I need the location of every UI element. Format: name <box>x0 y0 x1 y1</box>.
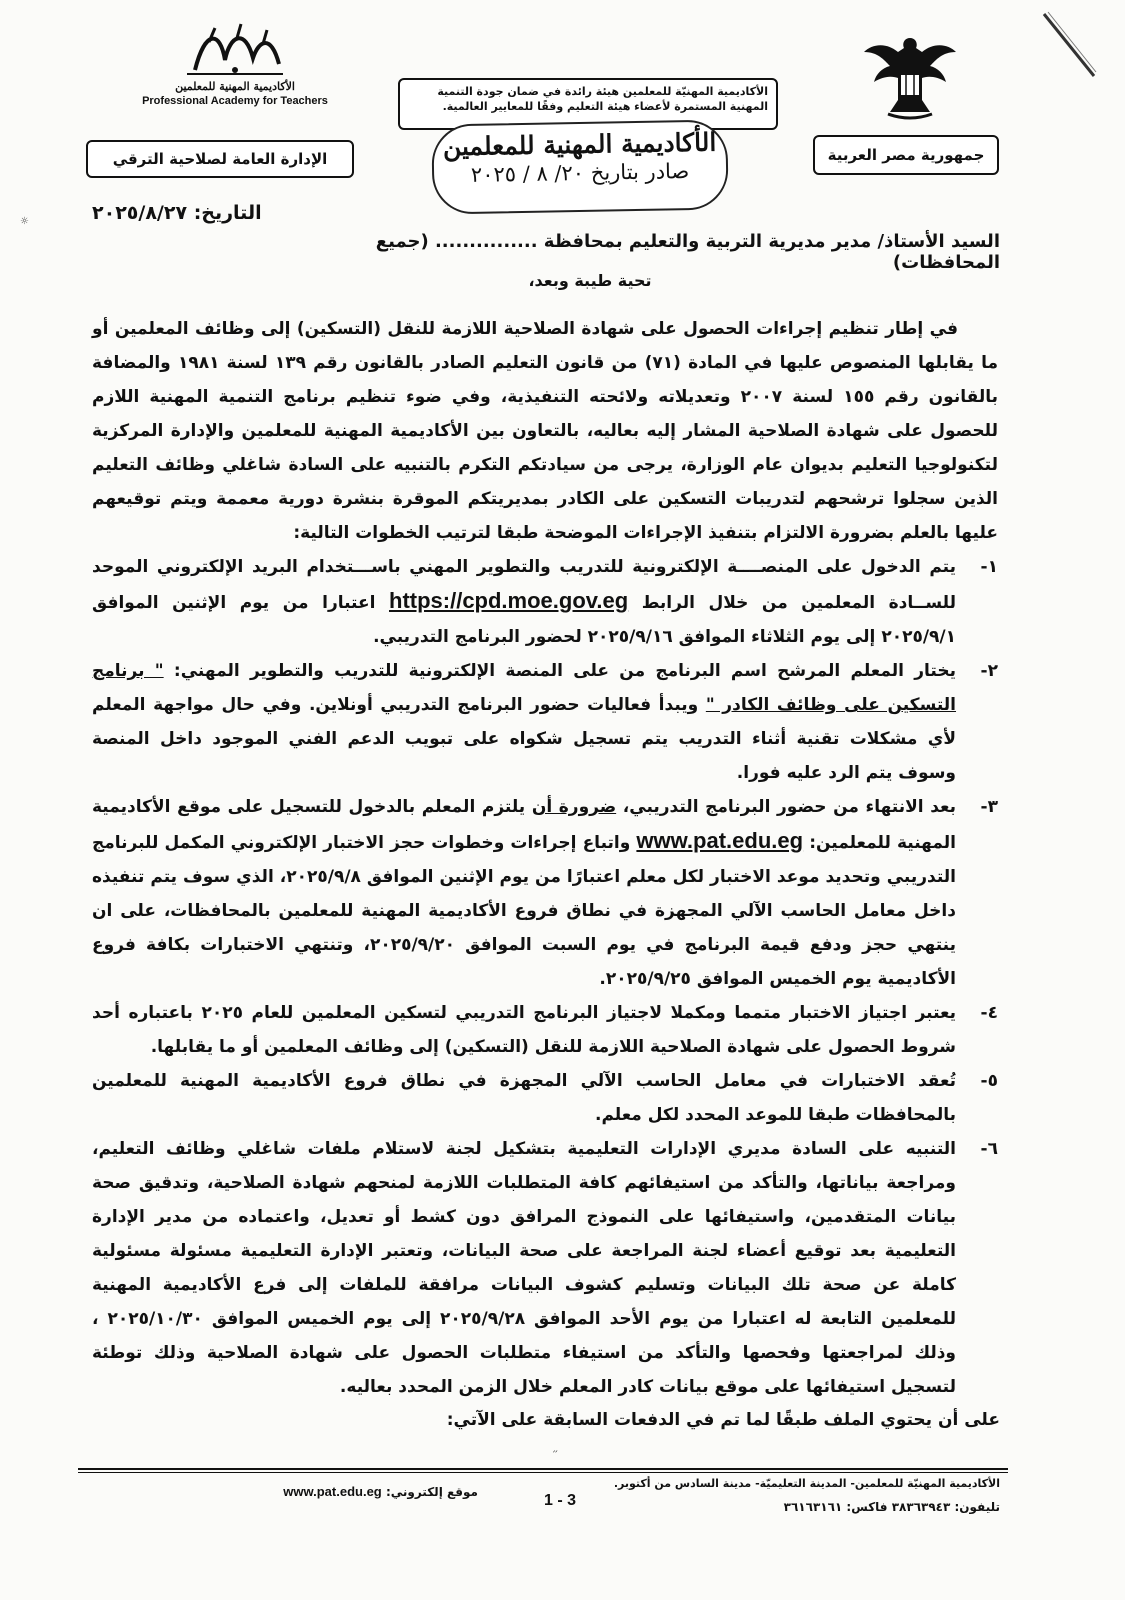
date-label: التاريخ: <box>193 202 262 224</box>
item-text: يعتبر اجتياز الاختبار متمما ومكملا لاجتياز البرنامج التدريبي لتسكين المعلمين للعام ٢٠٢٥ باعتباره أحد شروط الحصول على شهادة الصلاحية اللازمة للنقل (التسكين) إلى وظائف المعلمين أو ما يقابلها. <box>92 1003 956 1057</box>
program-name: " برنامج التسكين على وظائف الكادر " <box>92 661 957 715</box>
closing-line: على أن يحتوي الملف طبقًا لما تم في الدفعات السابقة على الآتي: <box>446 1410 1000 1430</box>
item-text: يختار المعلم المرشح اسم البرنامج من على المنصة الإلكترونية للتدريب والتطوير المهني: <box>173 661 957 681</box>
page-number: 1 - 3 <box>543 1492 576 1509</box>
item-number: ٣- <box>980 797 998 817</box>
item-number: ٦- <box>980 1139 998 1159</box>
item-number: ٤- <box>980 1003 998 1023</box>
footer-phone: تليفون: ٣٨٣٦٣٩٤٣ فاكس: ٣٦١٦٣١٦١ <box>783 1500 1000 1514</box>
item-text: تُعقد الاختبارات في معامل الحاسب الآلي المجهزة في نطاق فروع الأكاديمية المهنية للمعلمين بالمحافظات طبقا للموعد المحدد لكل معلم. <box>92 1071 956 1125</box>
intro-paragraph: في إطار تنظيم إجراءات الحصول على شهادة الصلاحية اللازمة للنقل (التسكين) إلى وظائف المعلمين أو ما يقابلها المنصوص عليها في المادة (٧١) من قانون التعليم الصادر بالقانون رقم ١٣٩ لسنة ١٩٨١ والمضافة بالقانون رقم ١٥٥ لسنة ٢٠٠٧ وتعديلاته ولائحته التنفيذية، وفي ضوء تنظيم برنامج التنمية المهنية اللازم للحصول على شهادة الصلاحية المشار إليه بعاليه، بالتعاون بين الأكاديمية المهنية للمعلمين والإدارة المركزية لتكنولوجيا التعليم بديوان عام الوزارة، يرجى من سيادتكم التكرم بالتنبيه على السادة شاغلي وظائف التعليم الذين سجلوا ترشحهم لتدريبات التسكين على الكادر بمديريتكم الموقرة بنشرة دورية معممة ويتم توقيعهم عليها بالعلم بضرورة الالتزام بتنفيذ الإجراءات الموضحة طبقا لترتيب الخطوات التالية: <box>92 319 998 543</box>
footer-divider <box>78 1472 1008 1473</box>
item-number: ٥- <box>980 1071 998 1091</box>
greeting: تحية طيبة وبعد، <box>528 271 652 290</box>
item-text: يلتزم المعلم بالدخول للتسجيل على موقع الأكاديمية المهنية للمعلمين: <box>92 797 957 853</box>
issue-stamp <box>431 119 729 214</box>
item-text: ويبدأ فعاليات حضور البرنامج التدريبي أونلاين. وفي حال مواجهة المعلم لأي مشكلات تقنية أثناء التدريب يتم تسجيل شكواه على تبويب الدعم الفني الموجود داخل المنصة وسوف يتم الرد عليه فورا. <box>92 695 956 783</box>
recipient-address: السيد الأستاذ/ مدير مديرية التربية والتعليم بمحافظة ............... (جميع المحافظات) <box>375 231 1000 273</box>
steps-list <box>92 550 998 1404</box>
list-item <box>92 550 998 654</box>
footer-web-url[interactable]: www.pat.edu.eg <box>283 1484 382 1499</box>
stamp-date: صادر بتاريخ ٢٠/ ٨ / ٢٠٢٥ <box>470 159 690 187</box>
department-box: الإدارة العامة لصلاحية الترقي <box>86 140 354 178</box>
scan-speck: ״ <box>552 1448 559 1459</box>
slogan-box: الأكاديمية المهنيّة للمعلمين هيئة رائدة في ضمان جودة التنمية المهنية المستمرة لأعضاء هيئة التعليم وفقًا للمعايير العالمية. <box>398 78 778 130</box>
item-number: ١- <box>980 557 998 577</box>
pen-mark-icon <box>1040 10 1100 80</box>
emphasis-text: ضرورة أن <box>531 797 617 817</box>
item-text: اعتبارا من يوم الإثنين الموافق ٢٠٢٥/٩/١ إلى يوم الثلاثاء الموافق ٢٠٢٥/٩/١٦ لحضور البرنامج التدريبي. <box>92 593 956 647</box>
academy-logo <box>120 20 350 120</box>
list-item <box>92 1132 998 1404</box>
footer-web-label: موقع إلكتروني: <box>385 1485 478 1499</box>
cpd-link[interactable]: https://cpd.moe.gov.eg <box>389 588 629 613</box>
item-number: ٢- <box>980 661 998 681</box>
letter-body <box>92 312 998 1404</box>
list-item <box>92 996 998 1064</box>
date-value: ٢٠٢٥/٨/٢٧ <box>92 202 188 224</box>
list-item <box>92 790 998 996</box>
item-text: التنبيه على السادة مديري الإدارات التعليمية بتشكيل لجنة لاستلام ملفات شاغلي وظائف التعليم، ومراجعة بياناتها، والتأكد من استيفائهم كافة المتطلبات اللازمة لمنحهم شهادة الصلاحية، وتدقيق صحة بيانات المتقدمين، واستيفائها على النموذج المرافق دون كشط أو تعديل، واعتماده من مدير الإدارة التعليمية بعد توقيع أعضاء لجنة المراجعة على صحة البيانات، وتعتبر الإدارة التعليمية مسئولة مسئولية كاملة عن صحة تلك البيانات وتسليم كشوف البيانات مرافقة للملفات إلى فرع الأكاديمية المهنية للمعلمين التابعة له اعتبارا من يوم الأحد الموافق ٢٠٢٥/٩/٢٨ إلى يوم الخميس الموافق ٢٠٢٥/١٠/٣٠ ، وذلك لمراجعتها وفحصها والتأكد من استيفاء متطلبات الحصول على شهادة الصلاحية وذلك توطئة لتسجيل استيفائها على موقع بيانات كادر المعلم خلال الزمن المحدد بعاليه. <box>92 1139 956 1397</box>
stamp-title: الأكاديمية المهنية للمعلمين <box>442 127 717 162</box>
item-text: يتم الدخول على المنصــــة الإلكترونية للتدريب والتطوير المهني باســـتخدام البريد الإلكتروني الموحد للســادة المعلمين من خلال الرابط <box>92 557 957 613</box>
document-date <box>92 202 422 224</box>
list-item <box>92 654 998 790</box>
pat-link[interactable]: www.pat.edu.eg <box>636 828 804 853</box>
footer-address: الأكاديمية المهنيّة للمعلمين- المدينة التعليميّة- مدينة السادس من أكتوبر. <box>613 1477 1000 1490</box>
academy-calligraphy-icon <box>175 20 295 78</box>
footer-divider <box>78 1468 1008 1470</box>
egypt-eagle-emblem-icon <box>860 30 960 120</box>
scan-speck: ☼ <box>20 216 29 227</box>
item-text: واتباع إجراءات وخطوات حجز الاختبار الإلكتروني المكمل للبرنامج التدريبي وتحديد موعد الاختبار لكل معلم اعتبارًا من يوم الإثنين الموافق ٢٠٢٥/٩/٨، الذي سوف يتم تنفيذه داخل معامل الحاسب الآلي المجهزة في نطاق فروع الأكاديمية المهنية للمعلمين بالمحافظات، على ان ينتهي حجز ودفع قيمة البرنامج في يوم السبت الموافق ٢٠٢٥/٩/٢٠، وتنتهي الاختبارات بكافة فروع الأكاديمية يوم الخميس الموافق ٢٠٢٥/٩/٢٥. <box>92 833 956 989</box>
footer-website <box>228 1484 478 1499</box>
country-box: جمهورية مصر العربية <box>813 135 999 175</box>
academy-logo-english: Professional Academy for Teachers <box>142 95 328 107</box>
list-item <box>92 1064 998 1132</box>
item-text: بعد الانتهاء من حضور البرنامج التدريبي، <box>622 797 957 817</box>
academy-logo-arabic: الأكاديمية المهنية للمعلمين <box>175 80 295 93</box>
